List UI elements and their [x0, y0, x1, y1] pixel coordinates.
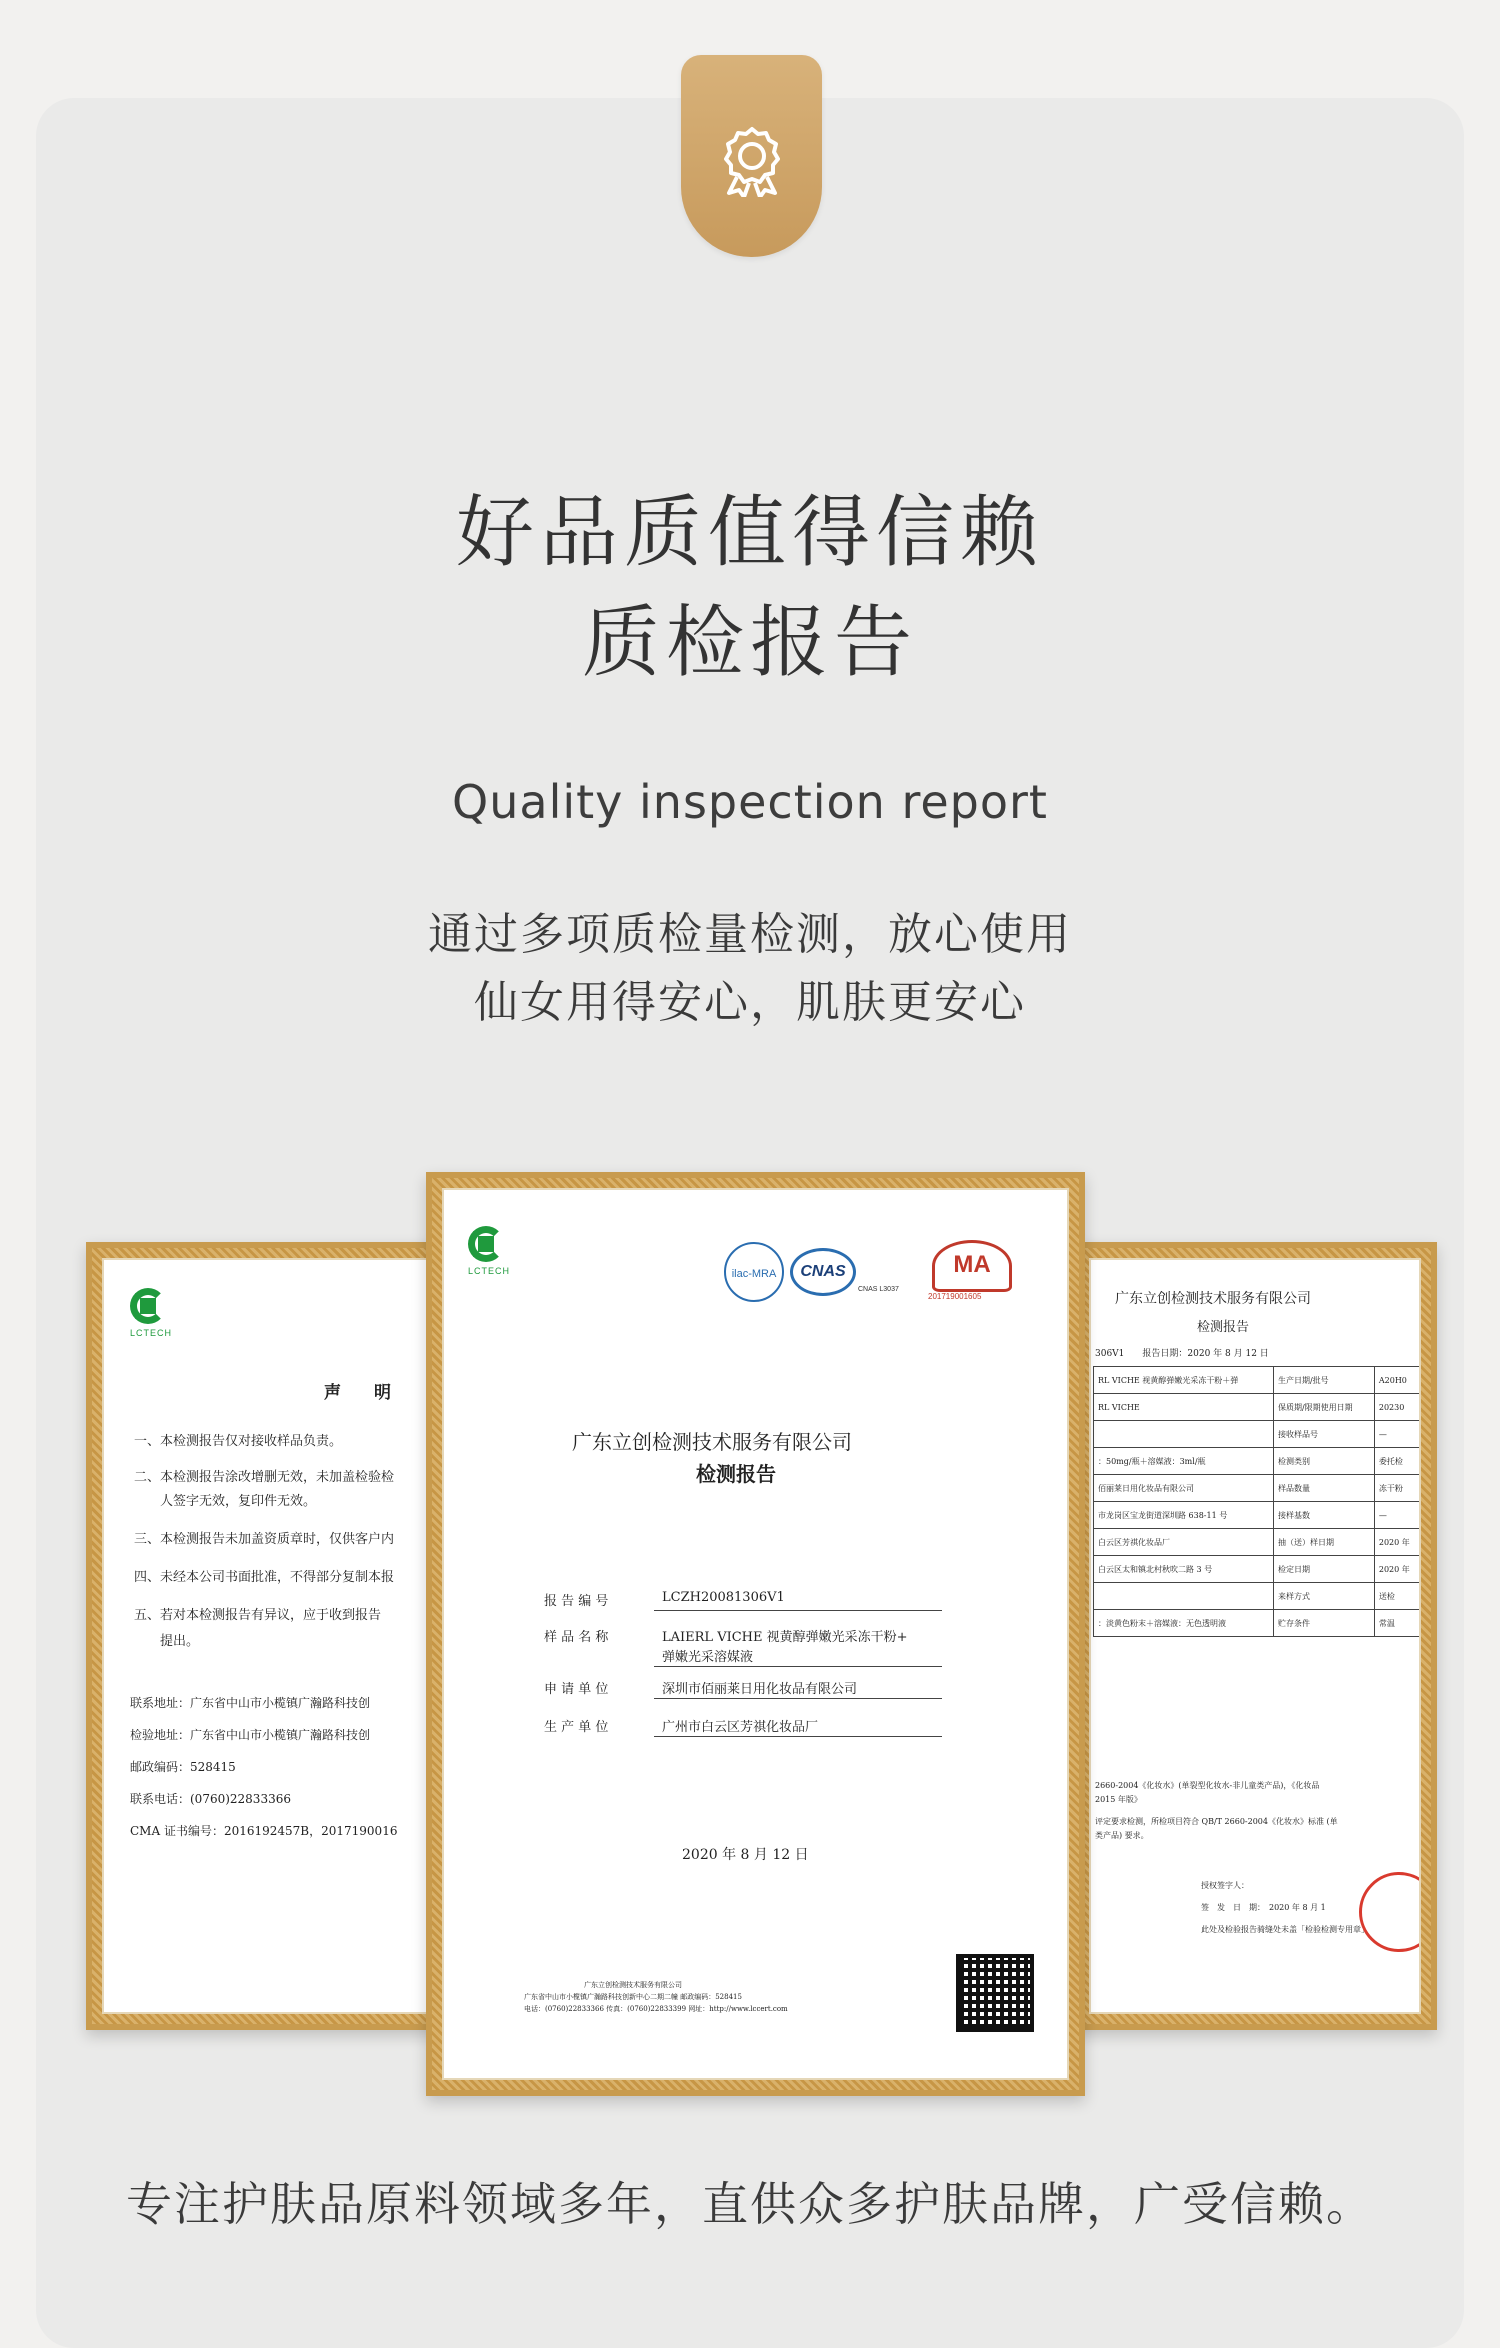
main-company: 广东立创检测技术服务有限公司: [572, 1430, 852, 1454]
declaration-item: 三、本检测报告未加盖资质章时，仅供客户内: [134, 1532, 395, 1547]
declaration-item: 提出。: [134, 1634, 200, 1649]
award-ribbon-icon: [717, 125, 787, 197]
field-value-sample: LAIERL VICHE 视黄醇弹嫩光采冻干粉+: [662, 1630, 908, 1645]
contact-line: 检验地址：广东省中山市小榄镇广瀚路科技创: [130, 1728, 371, 1742]
field-label-manufacturer: 生 产 单 位: [544, 1720, 609, 1735]
report-note: 评定要求检测，所检项目符合 QB/T 2660-2004《化妆水》标准 (单: [1095, 1817, 1338, 1826]
report-note: 类产品) 要求。: [1095, 1831, 1149, 1840]
cma-logo: MA: [932, 1240, 1012, 1292]
qr-code: [956, 1954, 1034, 2032]
footer-company: 广东立创检测技术服务有限公司: [584, 1981, 682, 1989]
lctech-logo: LCTECH: [468, 1226, 508, 1270]
description-line2: 仙女用得安心，肌肤更安心: [474, 977, 1026, 1028]
description-line1: 通过多项质检量检测，放心使用: [428, 909, 1072, 960]
field-label-report-no: 报 告 编 号: [544, 1594, 609, 1609]
certificate-declaration: [86, 1242, 456, 2030]
field-value-report-no: LCZH20081306V1: [662, 1590, 785, 1605]
report-title: 检测报告: [1197, 1320, 1250, 1335]
contact-line: CMA 证书编号：2016192457B，2017190016: [130, 1824, 398, 1838]
declaration-item: 一、本检测报告仅对接收样品负责。: [134, 1434, 343, 1449]
lctech-logo: LCTECH: [130, 1288, 170, 1332]
field-value-manufacturer: 广州市白云区芳祺化妆品厂: [662, 1720, 819, 1735]
ilac-mra-logo: ilac-MRA: [724, 1242, 784, 1302]
page-title-line2: 质检报告: [581, 598, 918, 688]
seal-note: 此处及检验报告骑缝处未盖「检验检测专用章」: [1201, 1925, 1369, 1934]
declaration-item: 人签字无效，复印件无效。: [134, 1494, 317, 1509]
contact-line: 邮政编码：528415: [130, 1760, 236, 1774]
cnas-number: CNAS L3037: [858, 1286, 899, 1293]
footer-address: 广东省中山市小榄镇广瀚路科技创新中心二期二幢 邮政编码：528415: [524, 1993, 742, 2001]
report-table: RL VICHE 视黄醇弹嫩光采冻干粉＋弹 生产日期/批号 A20H0 RL VICHE 保质期/限期使用日期 20230 接收样品号 — ：50mg/瓶＋溶媒液：3ml/瓶 检测类别 委托检 佰丽莱日用化妆品有限公司 样品数量 冻干粉 市龙岗区宝龙街道深圳路 638-11 号 接样基数 — 白云区芳祺化妆品厂 抽（送）样日期 2020 年 白云区太和镇北村秋吹二路 3 号 检定日期 2020 年 来样方式 送检 ：淡黄色粉末＋溶媒液：无色透明液 贮存条件 常温: [1093, 1366, 1421, 1637]
cnas-logo: CNAS: [790, 1248, 856, 1296]
field-label-applicant: 申 请 单 位: [544, 1682, 609, 1697]
report-date: 2020 年 8 月 12 日: [682, 1847, 809, 1863]
declaration-item: 五、若对本检测报告有异议，应于收到报告: [134, 1608, 382, 1623]
footer-statement: 专注护肤品原料领域多年，直供众多护肤品牌，广受信赖。: [126, 2177, 1374, 2231]
page-title-line1: 好品质值得信赖: [455, 488, 1044, 578]
report-note: 2660-2004《化妆水》(单裂型化妆水-非儿童类产品)，《化妆品: [1095, 1781, 1320, 1790]
red-seal-stamp: [1359, 1872, 1421, 1952]
certificate-main-report: [426, 1172, 1085, 2096]
certificate-report-detail: [1073, 1242, 1437, 2030]
footer-phone: 电话：(0760)22833366 传真：(0760)22833399 网址：http://www.lccert.com: [524, 2005, 788, 2013]
contact-line: 联系地址：广东省中山市小榄镇广瀚路科技创: [130, 1696, 371, 1710]
report-company: 广东立创检测技术服务有限公司: [1115, 1291, 1311, 1307]
cma-number: 201719001605: [928, 1292, 982, 1301]
issue-date: 签 发 日 期： 2020 年 8 月 1: [1201, 1903, 1326, 1912]
declaration-item: 二、本检测报告涂改增删无效，未加盖检验检: [134, 1470, 395, 1485]
field-value-applicant: 深圳市佰丽莱日用化妆品有限公司: [662, 1682, 858, 1697]
report-number: 306V1 报告日期：2020 年 8 月 12 日: [1095, 1349, 1269, 1359]
contact-line: 联系电话：(0760)22833366: [130, 1792, 291, 1806]
declaration-item: 四、未经本公司书面批准，不得部分复制本报: [134, 1570, 395, 1585]
field-label-sample: 样 品 名 称: [544, 1630, 609, 1645]
field-value-sample-2: 弹嫩光采溶媒液: [662, 1650, 754, 1665]
signature-label: 授权签字人：: [1201, 1881, 1249, 1890]
declaration-heading: 声 明: [324, 1383, 399, 1403]
quality-badge: [681, 55, 822, 257]
main-report-title: 检测报告: [696, 1462, 776, 1486]
english-subtitle: Quality inspection report: [452, 775, 1048, 829]
report-note: 2015 年版》: [1095, 1795, 1142, 1804]
